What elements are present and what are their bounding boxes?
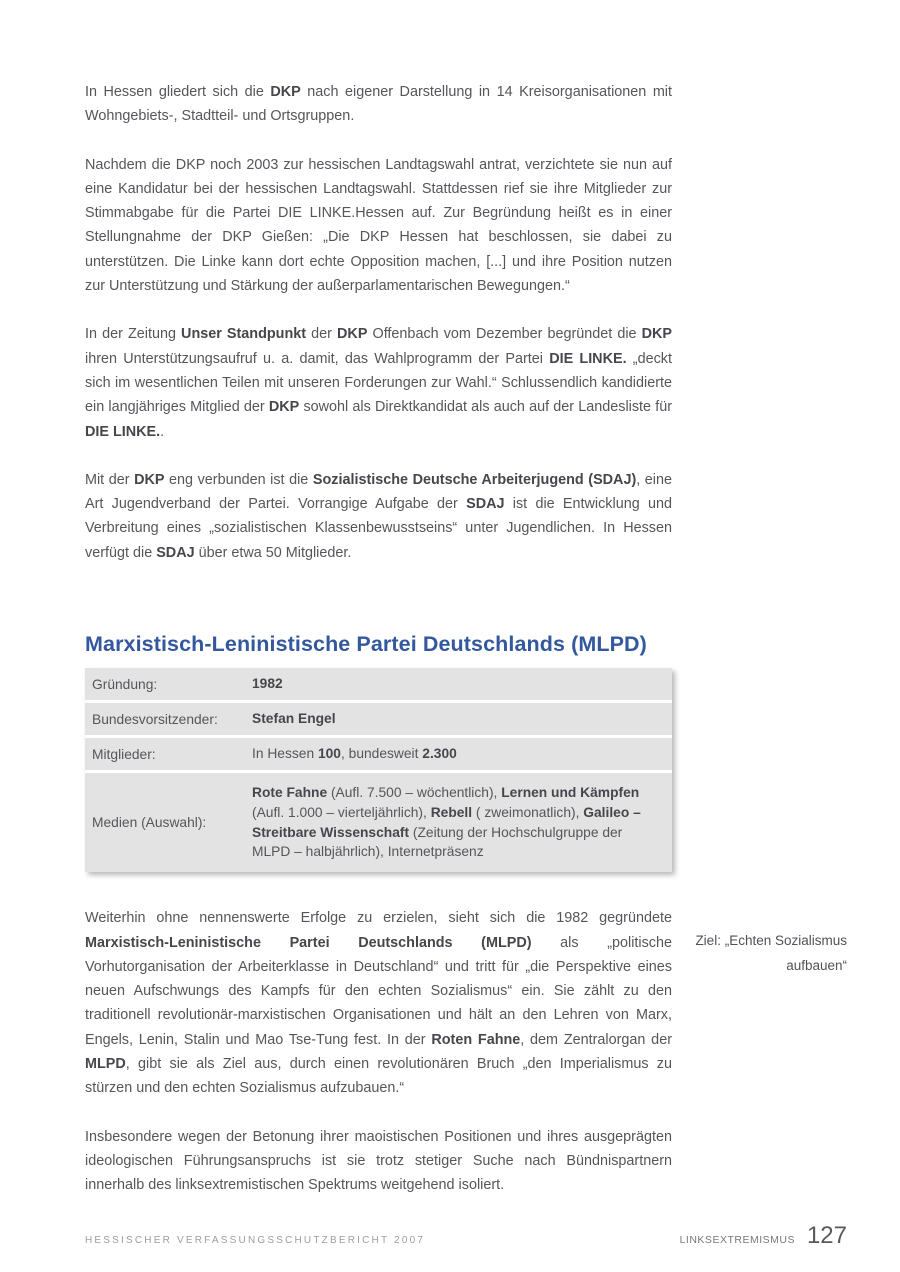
- margin-note: [617, 928, 847, 978]
- footer-right-group: [680, 1222, 847, 1250]
- body-paragraph: Insbesondere wegen der Betonung ihrer maoistischen Positionen und ihres ausgeprägten ideologischen Führungsanspruchs ist sie trotz stetiger Suche nach Bündnispartnern innerhalb des linksextremistischen Spektrums weitgehend isoliert.: [85, 1128, 672, 1194]
- party-info-table: [85, 668, 672, 872]
- table-row-label: Bundesvorsitzender:: [92, 711, 218, 727]
- table-row-label: Medien (Auswahl):: [92, 815, 207, 831]
- page-number: 127: [806, 1222, 847, 1249]
- body-paragraph: In Hessen gliedert sich die DKP nach eigener Darstellung in 14 Kreisorganisationen mit Wohngebiets-, Stadtteil- und Ortsgruppen.: [85, 84, 673, 125]
- table-row-value: In Hessen 100, bundesweit 2.300: [252, 746, 457, 762]
- table-row: [85, 668, 672, 703]
- body-paragraph: Nachdem die DKP noch 2003 zur hessischen Landtagswahl antrat, verzichtete sie nun auf eine Kandidatur bei der hessischen Landtagswahl. Stattdessen rief sie ihre Mitglieder zur Stimmabgabe für die Partei DIE LINKE.Hessen auf. Zur Begründung heißt es in einer Stellungnahme der DKP Gießen: „Die DKP Hessen hat beschlossen, sie dabei zu unterstützen. Die Linke kann dort echte Opposition machen, [...] und ihre Position nutzen zur Unterstützung und Stärkung der außerparlamentarischen Bewegungen.“: [85, 156, 672, 295]
- section-heading: Marxistisch-Leninistische Partei Deutschlands (MLPD): [85, 632, 647, 657]
- body-paragraph: Weiterhin ohne nennenswerte Erfolge zu erzielen, sieht sich die 1982 gegründete Marxistisch-Leninistische Partei Deutschlands (MLPD) als „politische Vorhutorganisation der Arbeiterklasse in Deutschland“ und tritt für „die Perspektive eines neuen Aufschwungs des Kampfs für den echten Sozialismus“ ein. Sie zählt zu den traditionell revolutionär-marxistischen Organisationen und hält an den Lehren von Marx, Engels, Lenin, Stalin und Mao Tse-Tung fest. In der Roten Fahne, dem Zentralorgan der MLPD, gibt sie als Ziel aus, durch einen revolutionären Bruch „den Imperialismus zu stürzen und den echten Sozialismus aufzubauen.“: [85, 910, 672, 1097]
- table-row: [85, 703, 672, 738]
- table-row-value: 1982: [252, 676, 283, 692]
- table-row-label: Mitglieder:: [92, 746, 156, 762]
- table-row-value: Rote Fahne (Aufl. 7.500 – wöchentlich), Lernen und Kämpfen (Aufl. 1.000 – vierteljährlich), Rebell ( zweimonatlich), Galileo – Streitbare Wissenschaft (Zeitung der Hochschulgruppe der MLPD – halbjährlich), Internetpräsenz: [252, 785, 641, 860]
- main-text-column: [85, 80, 672, 1222]
- page-footer: [85, 1222, 847, 1250]
- chapter-label: LINKSEXTREMISMUS: [679, 1234, 795, 1246]
- body-paragraph: In der Zeitung Unser Standpunkt der DKP Offenbach vom Dezember begründet die DKP ihren Unterstützungsaufruf u. a. damit, das Wahlprogramm der Partei DIE LINKE. „deckt sich im wesentlichen Teilen mit unseren Forderungen zur Wahl.“ Schlussendlich kandidierte ein langjähriges Mitglied der DKP sowohl als Direktkandidat als auch auf der Landesliste für DIE LINKE..: [85, 326, 673, 440]
- margin-note-line: Ziel: „Echten Sozialismus: [695, 933, 847, 948]
- table-row: [85, 773, 672, 872]
- table-row-label: Gründung:: [92, 676, 158, 692]
- table-row-value: Stefan Engel: [252, 711, 336, 727]
- body-paragraph: Mit der DKP eng verbunden ist die Sozialistische Deutsche Arbeiterjugend (SDAJ), eine Art Jugendverband der Partei. Vorrangige Aufgabe der SDAJ ist die Entwicklung und Verbreitung eines „sozialistischen Klassenbewusstseins“ unter Jugendlichen. In Hessen verfügt die SDAJ über etwa 50 Mitglieder.: [85, 471, 673, 561]
- margin-note-line: aufbauen“: [786, 958, 847, 973]
- table-row: [85, 738, 672, 773]
- report-title: HESSISCHER VERFASSUNGSSCHUTZBERICHT 2007: [85, 1235, 426, 1246]
